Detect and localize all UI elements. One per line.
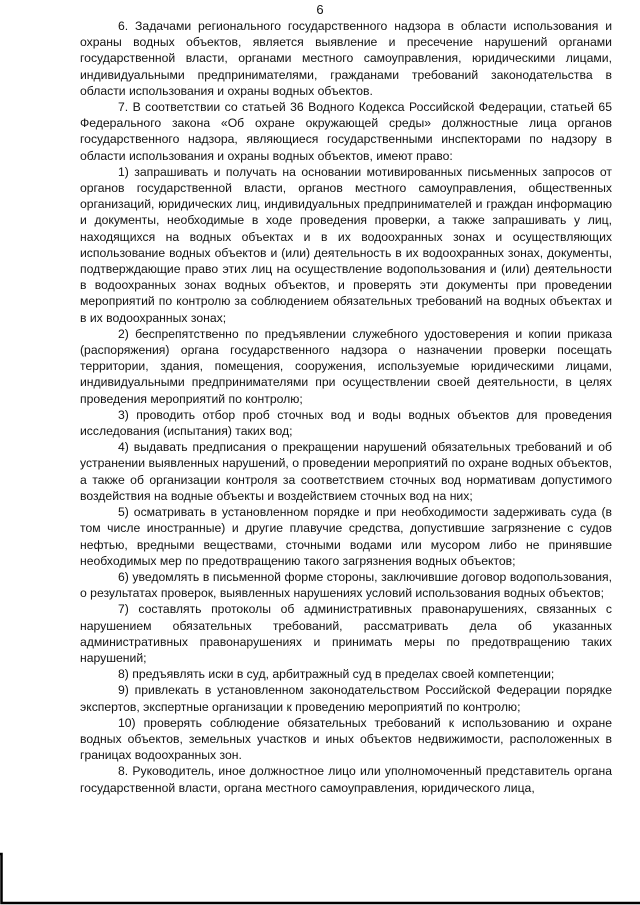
document-body xyxy=(80,18,612,796)
list-item-10: 10) проверять соблюдение обязательных требований к использованию и охране водных объектов, земельных участков и иных объектов недвижимости, расположенных в границах водоохранных зон. xyxy=(80,715,612,763)
bottom-left-scan-edge xyxy=(0,854,640,903)
list-item-7: 7) составлять протоколы об административных правонарушениях, связанных с нарушением обязательных требований, рассматривать дела об указанных административных правонарушениях и принимать меры по предотвращению таких нарушений; xyxy=(80,602,612,665)
list-item-5: 5) осматривать в установленном порядке и при необходимости задерживать суда (в том числе иностранные) и другие плавучие средства, допустившие загрязнение с судов нефтью, вредными веществами, сточными водами или мусором либо не принявшие необходимых мер по предотвращению такого загрязнения водных объектов; xyxy=(80,505,612,568)
list-item-9: 9) привлекать в установленном законодательством Российской Федерации порядке экспертов, экспертные организации к проведению мероприятий по контролю; xyxy=(80,683,612,714)
paragraph-8: 8. Руководитель, иное должностное лицо или уполномоченный представитель органа государственной власти, органа местного самоуправления, юридического лица, xyxy=(80,764,612,795)
list-item-1: 1) запрашивать и получать на основании мотивированных письменных запросов от органов государственной власти, органов местного самоуправления, общественных организаций, юридических лиц, индивидуальных предпринимателей и граждан информацию и документы, необходимые в ходе проведения проверки, а также запрашивать у лиц, находящихся на водных объектах и в их водоохранных зонах и осуществляющих использование водных объектов и (или) деятельность в их водоохранных зонах, документы, подтверждающие право этих лиц на осуществление водопользования и (или) деятельности в водоохранных зонах водных объектов, и проверять эти документы при проведении мероприятий по контролю за соблюдением обязательных требований на водных объектах и в их водоохранных зонах; xyxy=(80,164,612,325)
list-item-2: 2) беспрепятственно по предъявлении служебного удостоверения и копии приказа (распоряжения) органа государственного надзора о назначении проверки посещать территории, здания, помещения, сооружения, используемые юридическими лицами, индивидуальными предпринимателями при осуществлении своей деятельности, в целях проведения мероприятий по контролю; xyxy=(80,326,612,406)
page-number: 6 xyxy=(316,2,324,17)
list-item-4: 4) выдавать предписания о прекращении нарушений обязательных требований и об устранении выявленных нарушений, о проведении мероприятий по охране водных объектов, а также об организации контроля за соответствием сточных вод нормативам допустимого воздействия на водные объекты и воздействием сточных вод на них; xyxy=(80,440,612,503)
paragraph-6: 6. Задачами регионального государственного надзора в области использования и охраны водных объектов, является выявление и пресечение нарушений органами государственной власти, органами местного самоуправления, юридическими лицами, индивидуальными предпринимателями, гражданами требований законодательства в области использования и охраны водных объектов. xyxy=(80,19,612,98)
list-item-3: 3) проводить отбор проб сточных вод и воды водных объектов для проведения исследования (испытания) таких вод; xyxy=(80,407,612,439)
scan-border-mark xyxy=(0,852,640,905)
paragraph-7: 7. В соответствии со статьей 36 Водного Кодекса Российской Федерации, статьей 65 Федерального закона «Об охране окружающей среды» должностные лица органов государственного надзора, являющиеся государственными инспекторами по надзору в области использования и охраны водных объектов, имеют право: xyxy=(80,100,612,163)
list-item-6: 6) уведомлять в письменной форме стороны, заключившие договор водопользования, о результатах проверок, выявленных нарушениях условий использования водных объектов; xyxy=(80,569,612,601)
list-item-8: 8) предъявлять иски в суд, арбитражный суд в пределах своей компетенции; xyxy=(118,667,555,682)
